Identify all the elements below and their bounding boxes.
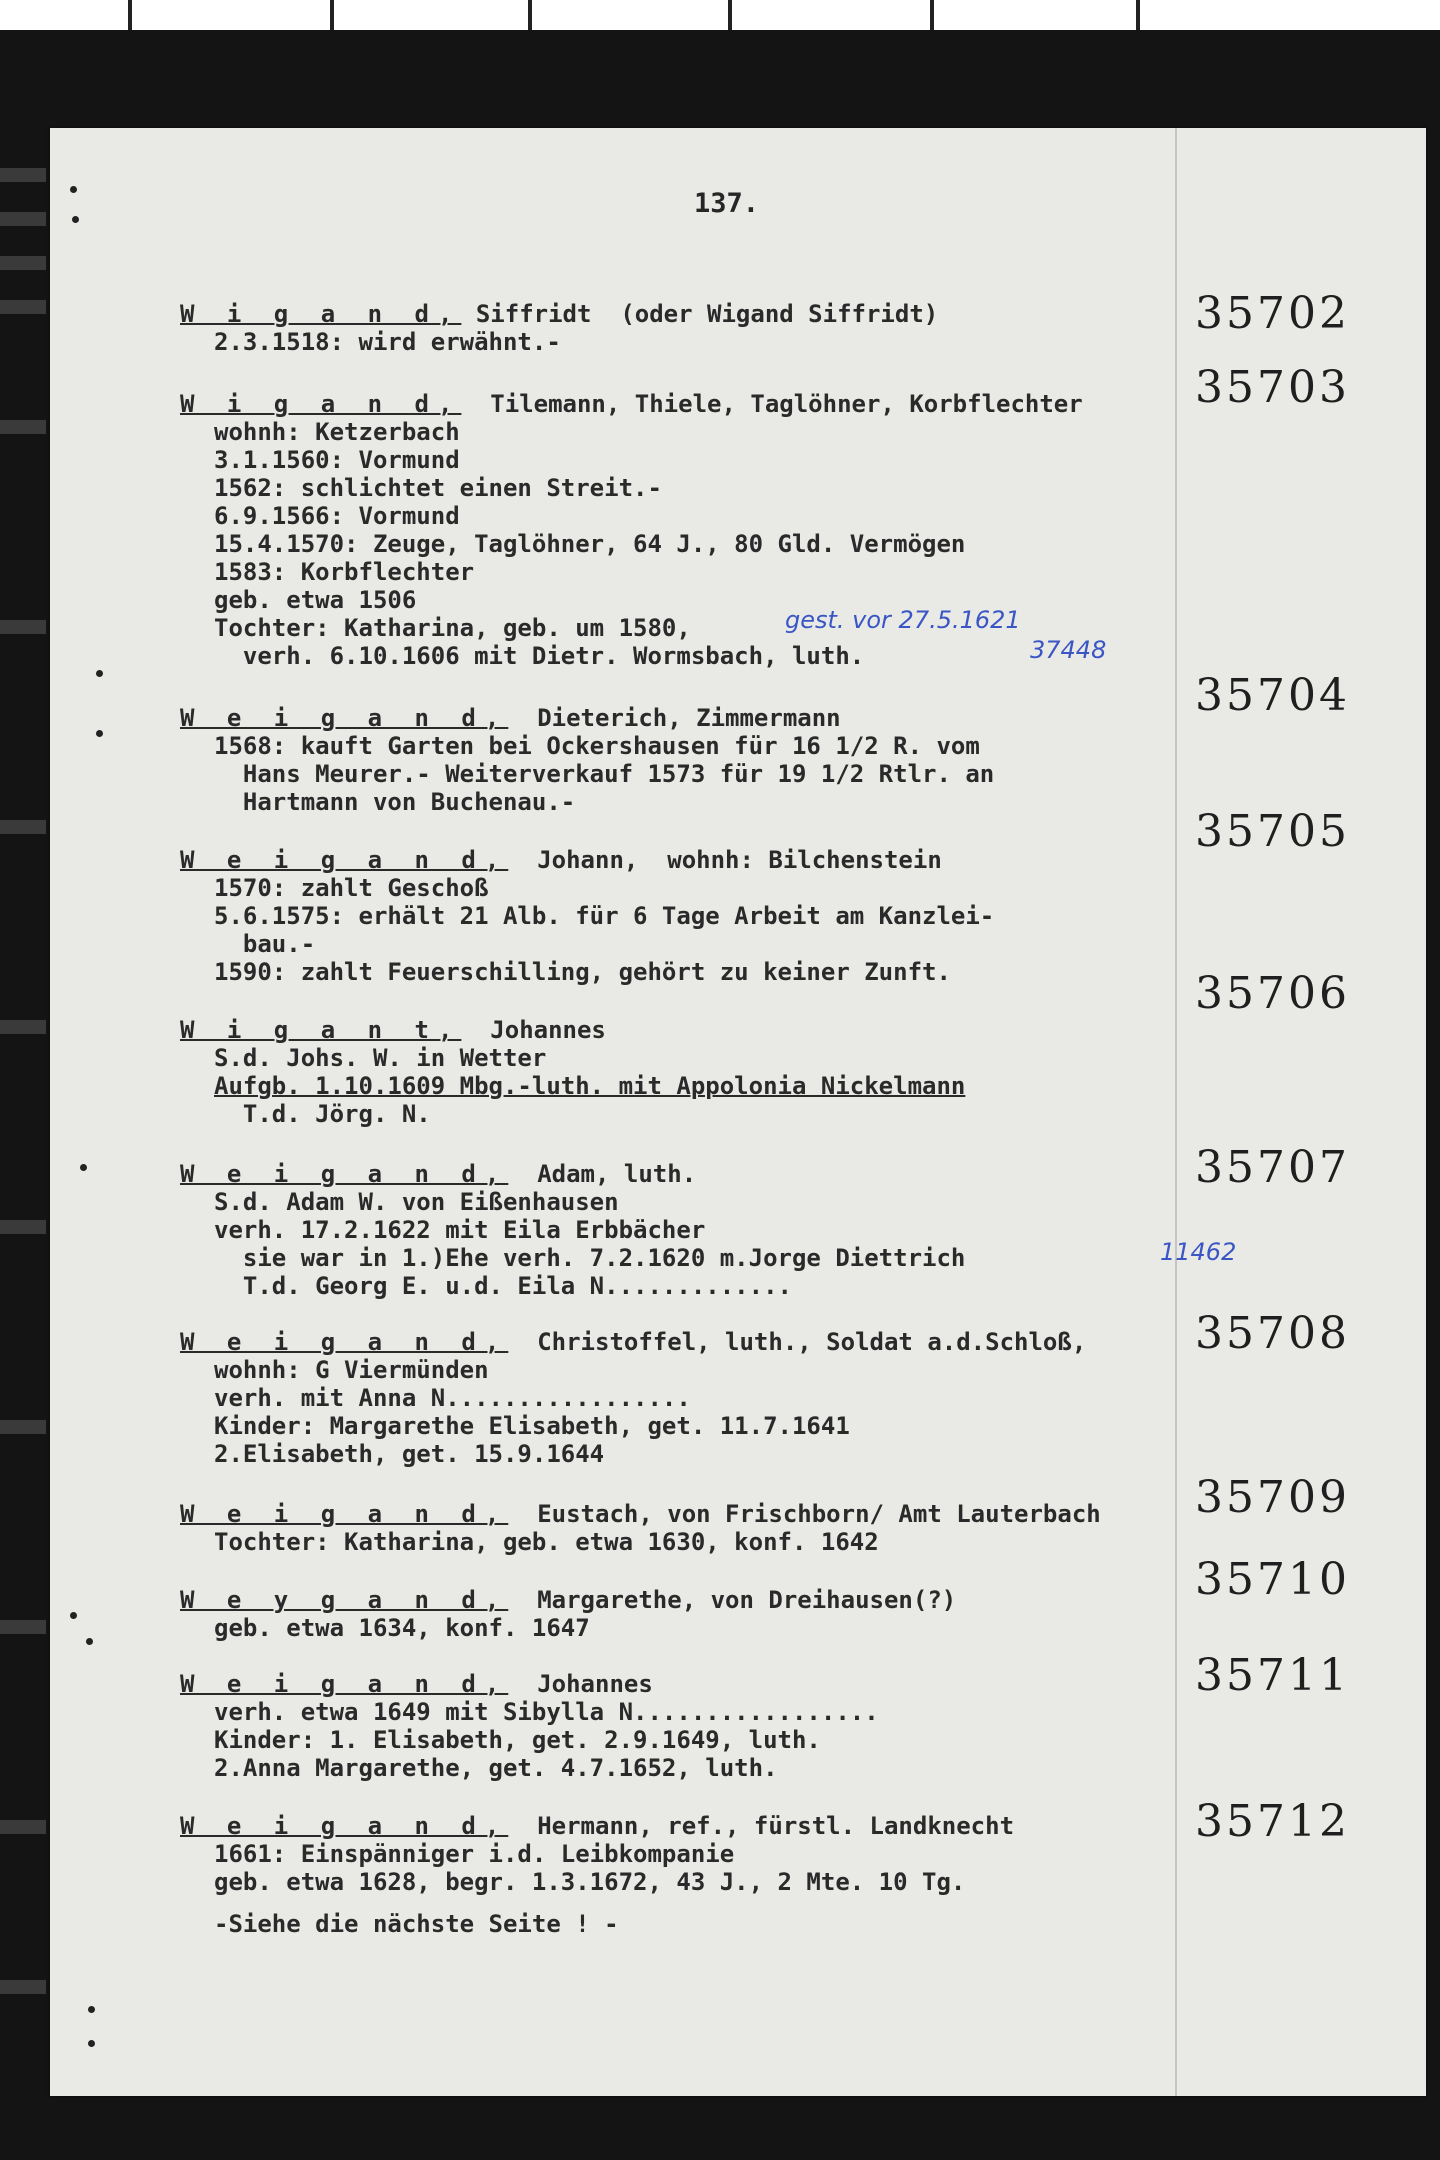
entry-line: Hans Meurer.- Weiterverkauf 1573 für 19 1/2 Rtlr. an: [214, 760, 995, 788]
punch-mark: [70, 1612, 77, 1619]
record-number: 35712: [1195, 1796, 1350, 1847]
surname: W e y g a n d,: [180, 1586, 509, 1614]
record-number: 35704: [1195, 670, 1350, 721]
record-number: 35707: [1195, 1142, 1350, 1193]
record-number: 35705: [1195, 806, 1350, 857]
film-edge-top: [0, 0, 1440, 30]
entry: [180, 390, 1180, 670]
entry-line: 1590: zahlt Feuerschilling, gehört zu keiner Zunft.: [214, 958, 951, 986]
entry-heading: [180, 1328, 1180, 1356]
entry-line: 3.1.1560: Vormund: [214, 446, 460, 474]
entry-line: verh. etwa 1649 mit Sibylla N.................: [214, 1698, 879, 1726]
page-number: 137.: [694, 188, 760, 219]
record-number: 35708: [1195, 1308, 1350, 1359]
record-number: 35706: [1195, 968, 1350, 1019]
continuation-note: -Siehe die nächste Seite ! -: [214, 1910, 619, 1938]
entry-heading: [180, 704, 1180, 732]
surname: W e i g a n d,: [180, 1160, 509, 1188]
entry-line: Tochter: Katharina, geb. um 1580,: [214, 614, 691, 642]
entry-line: 15.4.1570: Zeuge, Taglöhner, 64 J., 80 Gld. Vermögen: [214, 530, 966, 558]
record-number: 35711: [1195, 1650, 1350, 1701]
entry-line: Aufgb. 1.10.1609 Mbg.-luth. mit Appolonia Nickelmann: [214, 1072, 966, 1100]
entry: [180, 846, 1180, 986]
punch-mark: [88, 2040, 95, 2047]
given-names: Eustach, von Frischborn/ Amt Lauterbach: [508, 1500, 1101, 1528]
entry-line: 1568: kauft Garten bei Ockershausen für 16 1/2 R. vom: [214, 732, 980, 760]
entry-line: 2.Anna Margarethe, get. 4.7.1652, luth.: [214, 1754, 778, 1782]
entry-line: bau.-: [214, 930, 316, 958]
entry-line: geb. etwa 1506: [214, 586, 417, 614]
entry: [180, 300, 1180, 356]
entry-line: Tochter: Katharina, geb. etwa 1630, konf. 1642: [214, 1528, 879, 1556]
record-number: 35703: [1195, 362, 1350, 413]
entry-line: 1570: zahlt Geschoß: [214, 874, 489, 902]
entry-line: wohnh: G Viermünden: [214, 1356, 489, 1384]
given-names: Hermann, ref., fürstl. Landknecht: [508, 1812, 1015, 1840]
entry-heading: [180, 1500, 1180, 1528]
given-names: Dieterich, Zimmermann: [508, 704, 841, 732]
entry: [180, 1328, 1180, 1468]
document-page: [50, 128, 1426, 2096]
surname: W e i g a n d,: [180, 846, 509, 874]
entry-line: 2.3.1518: wird erwähnt.-: [214, 328, 561, 356]
punch-mark: [96, 730, 103, 737]
given-names: Johannes: [508, 1670, 653, 1698]
entry-line: wohnh: Ketzerbach: [214, 418, 460, 446]
entry-line: verh. mit Anna N.................: [214, 1384, 691, 1412]
entry-line: 1583: Korbflechter: [214, 558, 475, 586]
handwritten-reference: 37448: [1030, 636, 1107, 664]
given-names: Tilemann, Thiele, Taglöhner, Korbflechter: [461, 390, 1083, 418]
entry-heading: [180, 390, 1180, 418]
entry-heading: [180, 1586, 1180, 1614]
entry-heading: [180, 300, 1180, 328]
punch-mark: [70, 186, 77, 193]
handwritten-reference: 11462: [1160, 1238, 1237, 1266]
surname: W e i g a n d,: [180, 1500, 509, 1528]
entry: [180, 1016, 1180, 1128]
entry: [180, 704, 1180, 816]
surname: W e i g a n d,: [180, 704, 509, 732]
entry-line: S.d. Adam W. von Eißenhausen: [214, 1188, 619, 1216]
punch-mark: [72, 216, 79, 223]
surname: W e i g a n d,: [180, 1328, 509, 1356]
surname: W i g a n d,: [180, 390, 462, 418]
entry-line: geb. etwa 1628, begr. 1.3.1672, 43 J., 2 Mte. 10 Tg.: [214, 1868, 966, 1896]
entry-line: 1562: schlichtet einen Streit.-: [214, 474, 662, 502]
given-names: Adam, luth.: [508, 1160, 697, 1188]
entry-line: Kinder: Margarethe Elisabeth, get. 11.7.1641: [214, 1412, 850, 1440]
surname: W e i g a n d,: [180, 1812, 509, 1840]
surname: W i g a n d,: [180, 300, 462, 328]
record-number: 35710: [1195, 1554, 1350, 1605]
punch-mark: [88, 2006, 95, 2013]
punch-mark: [80, 1164, 87, 1171]
entry-line: 5.6.1575: erhält 21 Alb. für 6 Tage Arbeit am Kanzlei-: [214, 902, 995, 930]
punch-mark: [86, 1638, 93, 1645]
entry-heading: [180, 1160, 1180, 1188]
entry-heading: [180, 1016, 1180, 1044]
entry-heading: [180, 1812, 1180, 1840]
record-number: 35702: [1195, 288, 1350, 339]
entry-line: T.d. Jörg. N.: [214, 1100, 431, 1128]
entry-heading: [180, 1670, 1180, 1698]
entry-line: 6.9.1566: Vormund: [214, 502, 460, 530]
given-names: Christoffel, luth., Soldat a.d.Schloß,: [508, 1328, 1087, 1356]
given-names: Margarethe, von Dreihausen(?): [508, 1586, 957, 1614]
entry: [180, 1670, 1180, 1782]
entry-line: verh. 6.10.1606 mit Dietr. Wormsbach, luth.: [214, 642, 865, 670]
entry-line: sie war in 1.)Ehe verh. 7.2.1620 m.Jorge Diettrich: [214, 1244, 966, 1272]
entry: [180, 1160, 1180, 1300]
entry-line: Hartmann von Buchenau.-: [214, 788, 576, 816]
surname: W i g a n t,: [180, 1016, 462, 1044]
record-number: 35709: [1195, 1472, 1350, 1523]
entry-line: Kinder: 1. Elisabeth, get. 2.9.1649, luth.: [214, 1726, 821, 1754]
entry-line: geb. etwa 1634, konf. 1647: [214, 1614, 590, 1642]
entry: [180, 1586, 1180, 1642]
punch-mark: [96, 670, 103, 677]
surname: W e i g a n d,: [180, 1670, 509, 1698]
entry-line: 2.Elisabeth, get. 15.9.1644: [214, 1440, 605, 1468]
given-names: Siffridt (oder Wigand Siffridt): [461, 300, 939, 328]
entry-line: 1661: Einspänniger i.d. Leibkompanie: [214, 1840, 735, 1868]
entry-line: T.d. Georg E. u.d. Eila N.............: [214, 1272, 792, 1300]
entry: [180, 1500, 1180, 1556]
given-names: Johannes: [461, 1016, 606, 1044]
entry: [180, 1812, 1180, 1896]
given-names: Johann, wohnh: Bilchenstein: [508, 846, 942, 874]
entry-heading: [180, 846, 1180, 874]
handwritten-death-note: gest. vor 27.5.1621: [785, 606, 1021, 634]
entry-line: verh. 17.2.1622 mit Eila Erbbächer: [214, 1216, 706, 1244]
entry-line: S.d. Johs. W. in Wetter: [214, 1044, 547, 1072]
